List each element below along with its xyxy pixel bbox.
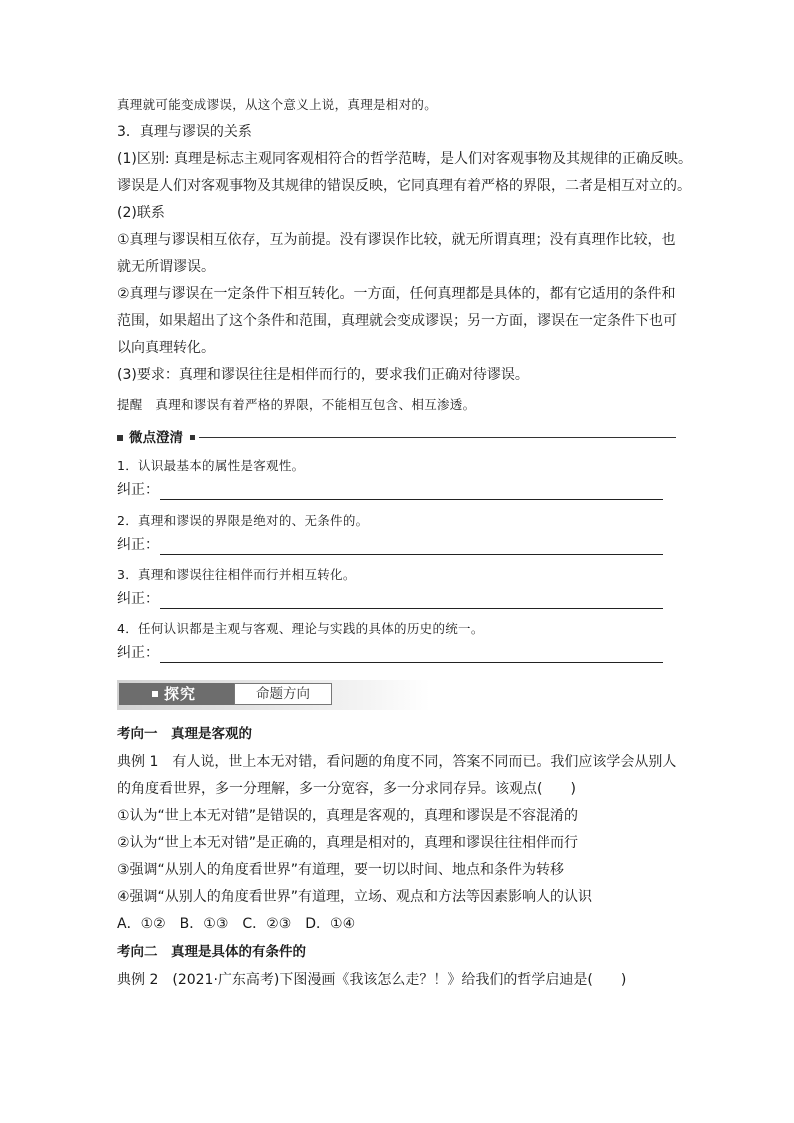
answer-blank-line[interactable]	[160, 499, 663, 500]
explore-banner	[117, 680, 430, 710]
connection-b-line-2: 范围，如果超出了这个条件和范围，真理就会变成谬误；另一方面，谬误在一定条件下也可	[117, 313, 677, 329]
banner-explore-label: 探究	[164, 685, 197, 703]
banner-explore-block	[119, 683, 234, 705]
correction-row-4[interactable]	[117, 643, 663, 665]
banner-direction-label: 命题方向	[256, 686, 310, 702]
clarify-section-title: 微点澄清	[129, 430, 183, 446]
heading-truth-error-relation: 3．真理与谬误的关系	[117, 124, 252, 140]
option-3: ③强调“从别人的角度看世界”有道理，要一切以时间、地点和条件为转移	[117, 862, 565, 878]
correction-row-1[interactable]	[117, 480, 663, 502]
connection-a-line-2: 就无所谓谬误。	[117, 259, 215, 275]
section-divider	[199, 437, 676, 438]
correction-row-3[interactable]	[117, 589, 663, 611]
correction-label: 纠正：	[117, 645, 159, 661]
example-1-line-1: 典例 1 有人说，世上本无对错，看问题的角度不同，答案不同而已。我们应该学会从别人	[117, 754, 677, 770]
connection-b-line-3: 以向真理转化。	[117, 340, 215, 356]
option-4: ④强调“从别人的角度看世界”有道理，立场、观点和方法等因素影响人的认识	[117, 889, 593, 905]
answer-blank-line[interactable]	[160, 608, 663, 609]
square-bullet-icon	[190, 435, 195, 440]
option-1: ①认为“世上本无对错”是错误的，真理是客观的，真理和谬误是不容混淆的	[117, 808, 579, 824]
answer-blank-line[interactable]	[160, 554, 663, 555]
answer-choices: A．①② B．①③ C．②③ D．①④	[117, 916, 356, 932]
answer-blank-line[interactable]	[160, 662, 663, 663]
tip-line: 提醒 真理和谬误有着严格的界限，不能相互包含、相互渗透。	[117, 397, 476, 412]
banner-direction-tab	[234, 683, 332, 705]
square-bullet-icon	[152, 691, 158, 697]
requirement-line: (3)要求：真理和谬误往往是相伴而行的，要求我们正确对待谬误。	[117, 367, 529, 383]
square-bullet-icon	[117, 435, 123, 441]
clarify-section-header	[117, 432, 676, 444]
difference-line-2: 谬误是人们对客观事物及其规律的错误反映，它同真理有着严格的界限，二者是相互对立的。	[117, 178, 691, 194]
connection-heading: (2)联系	[117, 205, 165, 221]
option-2: ②认为“世上本无对错”是正确的，真理是相对的，真理和谬误往往相伴而行	[117, 835, 579, 851]
correction-label: 纠正：	[117, 591, 159, 607]
clarify-item-1: 1．认识最基本的属性是客观性。	[117, 458, 305, 473]
connection-a-line-1: ①真理与谬误相互依存，互为前提。没有谬误作比较，就无所谓真理；没有真理作比较，也	[117, 232, 676, 248]
correction-label: 纠正：	[117, 537, 159, 553]
correction-label: 纠正：	[117, 482, 159, 498]
direction-2-heading: 考向二 真理是具体的有条件的	[117, 944, 306, 960]
intro-line: 真理就可能变成谬误，从这个意义上说，真理是相对的。	[117, 97, 438, 112]
difference-line-1: (1)区别: 真理是标志主观同客观相符合的哲学范畴，是人们对客观事物及其规律的正确反映。	[117, 151, 692, 167]
direction-1-heading: 考向一 真理是客观的	[117, 726, 252, 742]
clarify-item-3: 3．真理和谬误往往相伴而行并相互转化。	[117, 567, 356, 582]
clarify-item-2: 2．真理和谬误的界限是绝对的、无条件的。	[117, 513, 369, 528]
clarify-item-4: 4．任何认识都是主观与客观、理论与实践的具体的历史的统一。	[117, 621, 484, 636]
connection-b-line-1: ②真理与谬误在一定条件下相互转化。一方面，任何真理都是具体的，都有它适用的条件和	[117, 286, 676, 302]
example-1-line-2: 的角度看世界，多一分理解，多一分宽容，多一分求同存异。该观点( )	[117, 781, 576, 797]
correction-row-2[interactable]	[117, 535, 663, 557]
example-2-line: 典例 2 (2021·广东高考)下图漫画《我该怎么走？！》给我们的哲学启迪是( )	[117, 972, 627, 988]
